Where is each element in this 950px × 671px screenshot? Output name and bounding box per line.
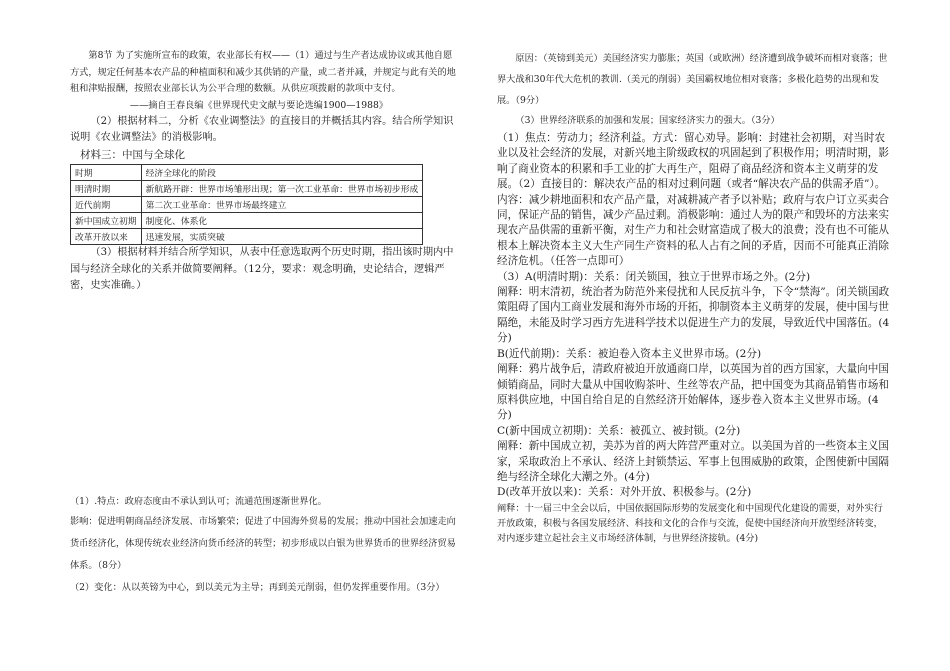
left-column	[70, 48, 458, 599]
blank-space	[70, 294, 458, 494]
answer-section-3b: B(近代前期)：关系：被迫卷入资本主义世界市场。(2分)	[497, 347, 762, 360]
answer-section-3c-explain: 阐释：新中国成立初，美苏为首的两大阵营严重对立。以美国为首的一些资本主义国家，采取政治上不承认、经济上封锁禁运、军事上包围威胁的政策，企图使新中国隔绝与经济全球化大潮之外。(4分)	[497, 440, 889, 483]
table-row	[71, 181, 423, 197]
source-citation: ——摘自王春良编《世界现代史文献与要论选编1900—1988》	[129, 99, 388, 111]
material-three-label: 材料三：中国与全球化	[80, 149, 185, 162]
answer-point-3: （3）世界经济联系的加强和发展；国家经济实力的强大。（3分）	[515, 115, 780, 126]
table-cell: 经济全球化的阶段	[141, 165, 423, 181]
table-row	[71, 197, 423, 213]
table-cell: 第二次工业革命：世界市场最终建立	[141, 197, 423, 213]
table-cell: 制度化、体系化	[141, 213, 423, 229]
table-cell: 时期	[71, 165, 142, 181]
answer-2-change: （2）变化：从以英镑为中心，到以美元为主导；再到美元削弱，但仍发挥重要作用。（3分）	[70, 581, 445, 593]
right-column	[497, 48, 892, 546]
answer-1-impact: 影响：促进明朝商品经济发展、市场繁荣；促进了中国海外贸易的发展；推动中国社会加速走向货币经济化，体现传统农业经济向货币经济的转型；初步形成以白银为世界货币的世界经济贸易体系。（8分）	[70, 515, 456, 571]
table-row	[71, 213, 423, 229]
table-cell: 近代前期	[71, 197, 142, 213]
question-3: （3）根据材料并结合所学知识，从表中任意选取两个历史时期，指出该时期内中国与经济全球化的关系并做简要阐释。（12分，要求：观念明确，史论结合，逻辑严密，史实准确。）	[70, 247, 454, 291]
answer-1-feature: （1）.特点：政府态度由不承认到认可；流通范围逐渐世界化。	[70, 496, 327, 508]
answer-section-3a-explain: 阐释：明末清初，统治者为防范外来侵扰和人民反抗斗争，下令“禁海”。闭关锁国政策阻碍了国内工商业发展和海外市场的开拓，抑制资本主义萌芽的发展，使中国与世隔绝，未能及时学习西方先进科学技术以促进生产力的发展，导致近代中国落伍。(4分)	[497, 286, 890, 345]
table-cell: 新中国成立初期	[71, 213, 142, 229]
answer-reason: 原因：（英镑到美元）美国经济实力膨胀；英国（或欧洲）经济遭到战争破坏而相对衰落；世界大战和30年代大危机的教训.（美元的削弱）美国霸权地位相对衰落；多极化趋势的出现和发展。（9分）	[497, 53, 888, 106]
answer-block	[497, 131, 892, 546]
answer-section-3d: D(改革开放以来)：关系：对外开放、积极参与。(2分)	[497, 486, 752, 499]
answer-section-3a: （3）A(明清时期)：关系：闭关锁国，独立于世界市场之外。(2分)	[497, 270, 811, 283]
table-cell: 明清时期	[71, 181, 142, 197]
table-cell: 迅速发展，实质突破	[141, 229, 423, 245]
table-row	[71, 165, 423, 181]
question-2: （2）根据材料二，分析《农业调整法》的直接目的并概括其内容。结合所学知识说明《农业调整法》的消极影响。	[70, 116, 454, 144]
answer-section-1: （1）焦点：劳动力；经济利益。方式：留心劝导。影响：封建社会初期，对当时农业以及社会经济的发展，对新兴地主阶级政权的巩固起到了积极作用；明清时期，影响了商业资本的积累和手工业的扩大再生产，阻碍了商品经济和资本主义萌芽的发展。（2）直接目的：解决农产品的相对过剩问题（或者“解决农产品的供需矛盾”）。内容：减少耕地面积和农产品产量，对减耕减产者予以补贴；政府与农户订立买卖合同，保证产品的销售，减少产品过剩。消极影响：通过人为的限产和毁坏的方法来实现农产品供需的重新平衡，对生产力和社会财富造成了极大的浪费；没有也不可能从根本上解决资本主义大生产同生产资料的私人占有之间的矛盾，因而不可能真正消除经济危机。（任答一点即可）	[497, 132, 889, 268]
answer-section-3b-explain: 阐释：鸦片战争后，清政府被迫开放通商口岸，以英国为首的西方国家，大量向中国倾销商品，同时大量从中国收购茶叶、生丝等农产品，把中国变为其商品销售市场和原料供应地，中国自给自足的自然经济开始解体，逐步卷入资本主义世界市场。(4分)	[497, 363, 889, 422]
table-cell: 新航路开辟：世界市场雏形出现；第一次工业革命：世界市场初步形成	[141, 181, 423, 197]
table-row	[71, 229, 423, 245]
answer-section-3c: C(新中国成立初期)：关系：被孤立、被封锁。(2分)	[497, 424, 741, 437]
globalization-table	[70, 164, 423, 245]
source-quote: 第8节 为了实施所宣布的政策，农业部长有权——（1）通过与生产者达成协议或其他自愿方式，规定任何基本农产品的种植面积和减少其供销的产量，或二者并减，并规定与此有关的地租和津贴报酬，按照农业部长认为公平合理的数额。从供应项拨耐的款项中支付。	[70, 50, 456, 94]
answer-section-3d-explain: 阐释：十一届三中全会以后，中国依据国际形势的发展变化和中国现代化建设的需要，对外实行开放政策，积极与各国发展经济、科技和文化的合作与交流，促使中国经济向开放型经济转变，对内逐步建立起社会主义市场经济体制，与世界经济接轨。(4分)	[497, 502, 883, 544]
table-cell: 改革开放以来	[71, 229, 142, 245]
